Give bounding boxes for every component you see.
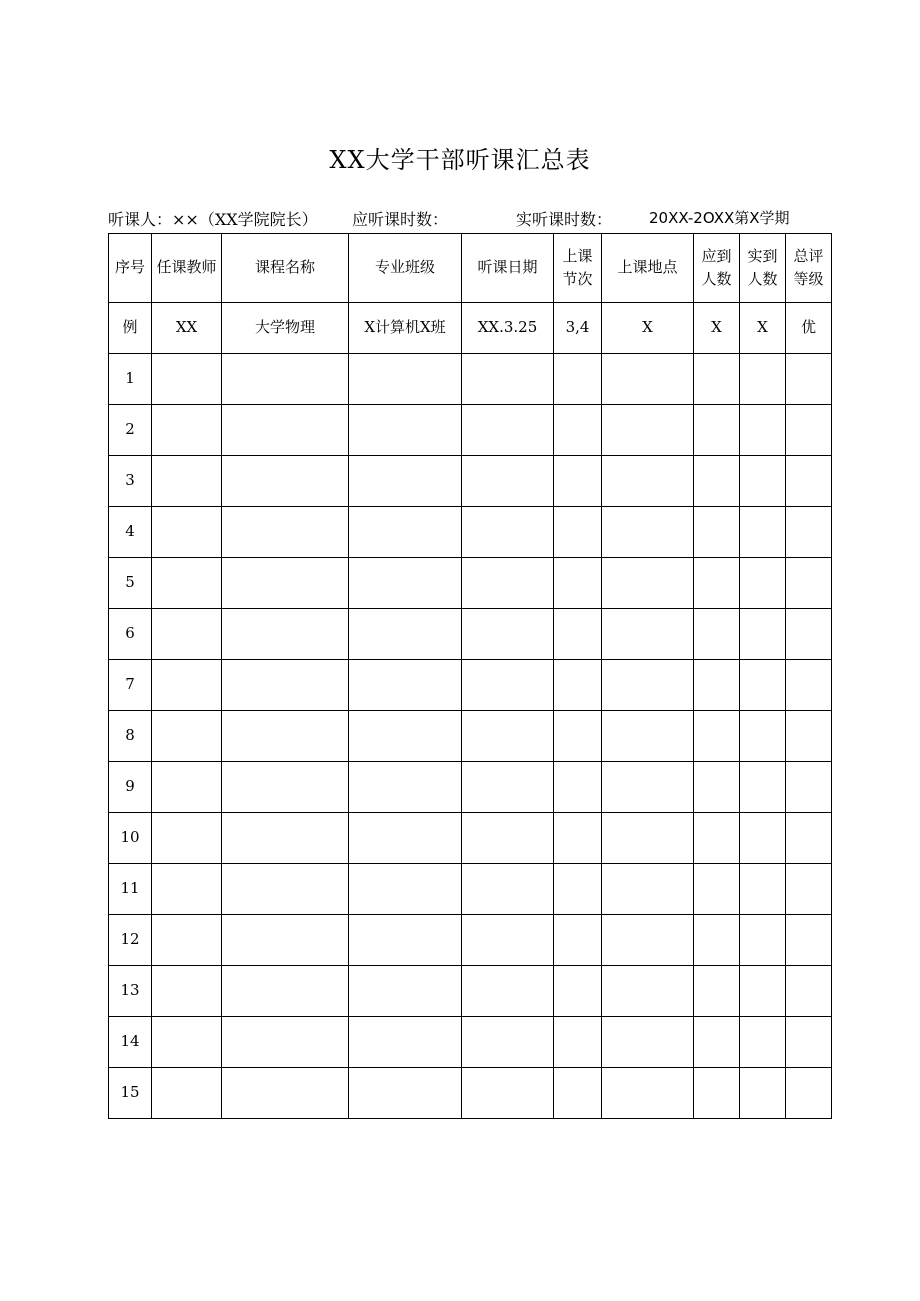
cell-course-name[interactable]: [222, 558, 349, 609]
table-row: [109, 303, 832, 354]
header-actual-count: [740, 234, 786, 303]
cell-date[interactable]: [462, 966, 554, 1017]
cell-course-name[interactable]: [222, 405, 349, 456]
cell-course-name[interactable]: [222, 660, 349, 711]
cell-location[interactable]: [602, 660, 694, 711]
cell-course-name[interactable]: 大学物理: [222, 303, 349, 354]
cell-location[interactable]: [602, 813, 694, 864]
cell-location[interactable]: [602, 558, 694, 609]
cell-teacher[interactable]: [152, 507, 222, 558]
cell-date[interactable]: [462, 915, 554, 966]
cell-expected-count[interactable]: [694, 813, 740, 864]
cell-index[interactable]: 9: [109, 762, 152, 813]
cell-teacher[interactable]: [152, 1068, 222, 1119]
cell-date[interactable]: [462, 507, 554, 558]
cell-actual-count[interactable]: [740, 405, 786, 456]
cell-teacher[interactable]: [152, 762, 222, 813]
cell-major-class[interactable]: [349, 609, 462, 660]
table-row: [109, 915, 832, 966]
cell-expected-count[interactable]: [694, 507, 740, 558]
cell-index[interactable]: 5: [109, 558, 152, 609]
cell-expected-count[interactable]: [694, 660, 740, 711]
cell-teacher[interactable]: [152, 405, 222, 456]
table-header: [109, 234, 832, 303]
cell-period[interactable]: [554, 762, 602, 813]
cell-expected-count[interactable]: [694, 609, 740, 660]
cell-teacher[interactable]: [152, 660, 222, 711]
cell-location[interactable]: [602, 915, 694, 966]
cell-grade[interactable]: [786, 711, 832, 762]
cell-teacher[interactable]: [152, 966, 222, 1017]
cell-grade[interactable]: [786, 966, 832, 1017]
cell-expected-count[interactable]: [694, 558, 740, 609]
table-body: [109, 303, 832, 1119]
cell-grade[interactable]: [786, 354, 832, 405]
cell-course-name[interactable]: [222, 711, 349, 762]
cell-index[interactable]: 3: [109, 456, 152, 507]
header-label: 听课日期: [477, 258, 538, 277]
table-row: [109, 405, 832, 456]
cell-teacher[interactable]: [152, 915, 222, 966]
table-row: [109, 558, 832, 609]
table-row: [109, 762, 832, 813]
cell-date[interactable]: XX.3.25: [462, 303, 554, 354]
cell-major-class[interactable]: X计算机X班: [349, 303, 462, 354]
cell-major-class[interactable]: [349, 1017, 462, 1068]
cell-grade[interactable]: 优: [786, 303, 832, 354]
table-row: [109, 507, 832, 558]
header-expected-count: [694, 234, 740, 303]
header-label-line2: 人数: [747, 270, 778, 288]
cell-grade[interactable]: [786, 558, 832, 609]
header-label: 实到: [747, 246, 778, 265]
cell-index[interactable]: 15: [109, 1068, 152, 1119]
cell-course-name[interactable]: [222, 354, 349, 405]
table-row: [109, 864, 832, 915]
cell-major-class[interactable]: [349, 762, 462, 813]
cell-grade[interactable]: [786, 507, 832, 558]
lecturer-label: 听课人：××（XX学院院长）: [108, 210, 318, 229]
header-major-class: [349, 234, 462, 303]
cell-teacher[interactable]: [152, 711, 222, 762]
cell-period[interactable]: [554, 864, 602, 915]
cell-grade[interactable]: [786, 456, 832, 507]
actual-hours-label: 实听课时数：: [516, 210, 613, 229]
header-period: [554, 234, 602, 303]
header-label: 总评: [793, 246, 824, 265]
cell-actual-count[interactable]: [740, 1017, 786, 1068]
cell-actual-count[interactable]: [740, 915, 786, 966]
table-row: [109, 660, 832, 711]
cell-index[interactable]: 4: [109, 507, 152, 558]
cell-date[interactable]: [462, 762, 554, 813]
cell-major-class[interactable]: [349, 1068, 462, 1119]
table-row: [109, 1068, 832, 1119]
cell-grade[interactable]: [786, 660, 832, 711]
cell-index[interactable]: 7: [109, 660, 152, 711]
cell-index[interactable]: 例: [109, 303, 152, 354]
header-label-line2: 节次: [562, 270, 593, 288]
header-label: 应到: [701, 246, 732, 265]
cell-grade[interactable]: [786, 762, 832, 813]
header-row: [109, 234, 832, 303]
cell-course-name[interactable]: [222, 813, 349, 864]
cell-period[interactable]: [554, 711, 602, 762]
cell-major-class[interactable]: [349, 660, 462, 711]
page-title: XX大学干部听课汇总表: [329, 146, 591, 174]
cell-course-name[interactable]: [222, 762, 349, 813]
cell-major-class[interactable]: [349, 507, 462, 558]
cell-teacher[interactable]: [152, 864, 222, 915]
cell-date[interactable]: [462, 1068, 554, 1119]
table-row: [109, 813, 832, 864]
cell-date[interactable]: [462, 354, 554, 405]
cell-major-class[interactable]: [349, 354, 462, 405]
cell-location[interactable]: [602, 711, 694, 762]
cell-actual-count[interactable]: [740, 813, 786, 864]
cell-expected-count[interactable]: [694, 405, 740, 456]
cell-grade[interactable]: [786, 1017, 832, 1068]
cell-date[interactable]: [462, 609, 554, 660]
cell-period[interactable]: [554, 915, 602, 966]
term-label: 20XX-2OXX第X学期: [649, 209, 790, 227]
cell-location[interactable]: [602, 864, 694, 915]
cell-expected-count[interactable]: X: [694, 303, 740, 354]
cell-date[interactable]: [462, 813, 554, 864]
cell-actual-count[interactable]: X: [740, 303, 786, 354]
header-location: [602, 234, 694, 303]
table-row: [109, 456, 832, 507]
cell-location[interactable]: [602, 1017, 694, 1068]
header-course-name: [222, 234, 349, 303]
cell-major-class[interactable]: [349, 456, 462, 507]
cell-location[interactable]: X: [602, 303, 694, 354]
cell-major-class[interactable]: [349, 558, 462, 609]
cell-location[interactable]: [602, 762, 694, 813]
cell-actual-count[interactable]: [740, 864, 786, 915]
cell-index[interactable]: 14: [109, 1017, 152, 1068]
header-label: 上课地点: [617, 258, 678, 277]
cell-period[interactable]: [554, 354, 602, 405]
cell-actual-count[interactable]: [740, 762, 786, 813]
cell-date[interactable]: [462, 711, 554, 762]
header-label-line2: 人数: [701, 270, 732, 288]
header-label: 任课教师: [156, 258, 217, 277]
cell-period[interactable]: [554, 456, 602, 507]
cell-major-class[interactable]: [349, 405, 462, 456]
cell-period[interactable]: [554, 1017, 602, 1068]
cell-index[interactable]: 11: [109, 864, 152, 915]
cell-expected-count[interactable]: [694, 456, 740, 507]
cell-location[interactable]: [602, 966, 694, 1017]
cell-expected-count[interactable]: [694, 762, 740, 813]
cell-period[interactable]: [554, 1068, 602, 1119]
cell-location[interactable]: [602, 405, 694, 456]
cell-index[interactable]: 10: [109, 813, 152, 864]
cell-date[interactable]: [462, 456, 554, 507]
cell-teacher[interactable]: [152, 1017, 222, 1068]
cell-teacher[interactable]: [152, 813, 222, 864]
cell-course-name[interactable]: [222, 456, 349, 507]
header-label: 课程名称: [254, 258, 315, 277]
cell-expected-count[interactable]: [694, 354, 740, 405]
cell-grade[interactable]: [786, 864, 832, 915]
header-label: 序号: [114, 258, 145, 277]
cell-expected-count[interactable]: [694, 915, 740, 966]
expected-hours-label: 应听课时数：: [352, 210, 449, 229]
cell-period[interactable]: [554, 660, 602, 711]
cell-actual-count[interactable]: [740, 966, 786, 1017]
table-row: [109, 354, 832, 405]
cell-actual-count[interactable]: [740, 456, 786, 507]
header-label: 专业班级: [374, 258, 435, 277]
cell-expected-count[interactable]: [694, 966, 740, 1017]
cell-teacher[interactable]: [152, 456, 222, 507]
cell-date[interactable]: [462, 405, 554, 456]
cell-grade[interactable]: [786, 813, 832, 864]
info-line: [108, 207, 830, 231]
header-teacher: [152, 234, 222, 303]
cell-teacher[interactable]: XX: [152, 303, 222, 354]
table-row: [109, 1017, 832, 1068]
cell-date[interactable]: [462, 1017, 554, 1068]
cell-period[interactable]: [554, 813, 602, 864]
header-index: [109, 234, 152, 303]
cell-major-class[interactable]: [349, 813, 462, 864]
header-label-line2: 等级: [793, 270, 824, 288]
cell-course-name[interactable]: [222, 507, 349, 558]
cell-index[interactable]: 13: [109, 966, 152, 1017]
header-label: 上课: [562, 246, 593, 265]
table-row: [109, 966, 832, 1017]
cell-course-name[interactable]: [222, 1068, 349, 1119]
cell-period[interactable]: [554, 507, 602, 558]
cell-expected-count[interactable]: [694, 711, 740, 762]
cell-course-name[interactable]: [222, 915, 349, 966]
header-date: [462, 234, 554, 303]
cell-course-name[interactable]: [222, 864, 349, 915]
cell-location[interactable]: [602, 1068, 694, 1119]
cell-period[interactable]: [554, 558, 602, 609]
cell-index[interactable]: 2: [109, 405, 152, 456]
cell-index[interactable]: 6: [109, 609, 152, 660]
cell-expected-count[interactable]: [694, 1068, 740, 1119]
cell-index[interactable]: 1: [109, 354, 152, 405]
cell-teacher[interactable]: [152, 609, 222, 660]
cell-actual-count[interactable]: [740, 558, 786, 609]
cell-location[interactable]: [602, 609, 694, 660]
cell-teacher[interactable]: [152, 354, 222, 405]
cell-course-name[interactable]: [222, 1017, 349, 1068]
summary-table: [108, 233, 832, 1119]
cell-date[interactable]: [462, 558, 554, 609]
cell-major-class[interactable]: [349, 864, 462, 915]
cell-period[interactable]: 3,4: [554, 303, 602, 354]
cell-major-class[interactable]: [349, 915, 462, 966]
table-row: [109, 711, 832, 762]
cell-period[interactable]: [554, 609, 602, 660]
cell-period[interactable]: [554, 405, 602, 456]
cell-location[interactable]: [602, 456, 694, 507]
header-grade: [786, 234, 832, 303]
cell-expected-count[interactable]: [694, 864, 740, 915]
cell-date[interactable]: [462, 660, 554, 711]
cell-expected-count[interactable]: [694, 1017, 740, 1068]
cell-grade[interactable]: [786, 405, 832, 456]
cell-grade[interactable]: [786, 915, 832, 966]
cell-actual-count[interactable]: [740, 354, 786, 405]
cell-location[interactable]: [602, 507, 694, 558]
cell-location[interactable]: [602, 354, 694, 405]
cell-actual-count[interactable]: [740, 660, 786, 711]
cell-actual-count[interactable]: [740, 609, 786, 660]
cell-date[interactable]: [462, 864, 554, 915]
cell-index[interactable]: 12: [109, 915, 152, 966]
table-row: [109, 609, 832, 660]
cell-teacher[interactable]: [152, 558, 222, 609]
cell-course-name[interactable]: [222, 609, 349, 660]
cell-grade[interactable]: [786, 609, 832, 660]
cell-major-class[interactable]: [349, 966, 462, 1017]
cell-course-name[interactable]: [222, 966, 349, 1017]
cell-actual-count[interactable]: [740, 507, 786, 558]
cell-major-class[interactable]: [349, 711, 462, 762]
cell-actual-count[interactable]: [740, 1068, 786, 1119]
cell-index[interactable]: 8: [109, 711, 152, 762]
cell-grade[interactable]: [786, 1068, 832, 1119]
cell-actual-count[interactable]: [740, 711, 786, 762]
cell-period[interactable]: [554, 966, 602, 1017]
